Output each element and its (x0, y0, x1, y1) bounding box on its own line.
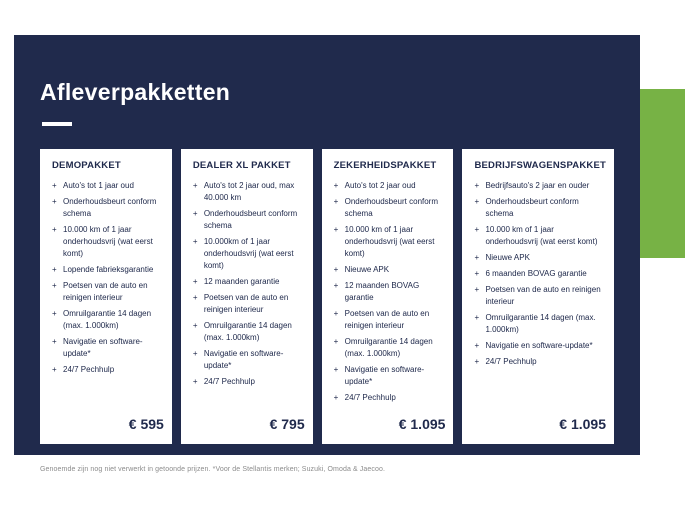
package-feature: + Auto's tot 2 jaar oud, max 40.000 km (193, 180, 305, 204)
title-underline (42, 122, 72, 126)
package-feature: + 6 maanden BOVAG garantie (474, 268, 606, 280)
package-feature-list (193, 180, 305, 392)
package-feature: + Onderhoudsbeurt conform schema (334, 196, 446, 220)
package-feature: + Lopende fabrieksgarantie (52, 264, 164, 276)
package-feature: + Auto's tot 2 jaar oud (334, 180, 446, 192)
package-feature: + Navigatie en software-update* (334, 364, 446, 388)
package-feature: + Nieuwe APK (334, 264, 446, 276)
package-price: € 595 (128, 416, 164, 433)
package-card-zekerheidspakket (322, 149, 454, 444)
package-feature: + 10.000 km of 1 jaar onderhoudsvrij (wat eerst komt) (334, 224, 446, 260)
main-panel (14, 35, 640, 455)
package-feature: + 10.000 km of 1 jaar onderhoudsvrij (wat eerst komt) (52, 224, 164, 260)
package-feature: + Navigatie en software-update* (474, 340, 606, 352)
package-feature: + 12 maanden garantie (193, 276, 305, 288)
package-feature: + Omruilgarantie 14 dagen (max. 1.000km) (52, 308, 164, 332)
package-feature: + 24/7 Pechhulp (52, 364, 164, 376)
package-feature: + Omruilgarantie 14 dagen (max. 1.000km) (334, 336, 446, 360)
package-feature-list (474, 180, 606, 372)
package-title: DEALER XL PAKKET (192, 160, 291, 172)
package-feature: + Bedrijfsauto's 2 jaar en ouder (474, 180, 606, 192)
package-price: € 795 (269, 416, 305, 433)
package-feature: + Onderhoudsbeurt conform schema (474, 196, 606, 220)
package-feature: + Onderhoudsbeurt conform schema (193, 208, 305, 232)
package-feature: + 24/7 Pechhulp (193, 376, 305, 388)
package-card-demopakket (40, 149, 172, 444)
package-feature: + Poetsen van de auto en reinigen interieur (334, 308, 446, 332)
package-title: DEMOPAKKET (52, 160, 121, 172)
package-feature: + 24/7 Pechhulp (334, 392, 446, 404)
package-price: € 1.095 (559, 416, 606, 433)
package-title: ZEKERHEIDSPAKKET (333, 160, 437, 172)
package-feature: + Poetsen van de auto en reinigen interieur (193, 292, 305, 316)
footer-note: Genoemde zijn nog niet verwerkt in getoonde prijzen. *Voor de Stellantis merken; Suzuki, Omoda & Jaecoo. (40, 466, 386, 473)
page-title: Afleverpakketten (40, 79, 231, 105)
package-feature: + 10.000km of 1 jaar onderhoudsvrij (wat eerst komt) (193, 236, 305, 272)
package-feature: + Omruilgarantie 14 dagen (max. 1.000km) (474, 312, 606, 336)
package-feature: + Auto's tot 1 jaar oud (52, 180, 164, 192)
package-feature: + Onderhoudsbeurt conform schema (52, 196, 164, 220)
package-feature: + 10.000 km of 1 jaar onderhoudsvrij (wat eerst komt) (474, 224, 606, 248)
package-title: BEDRIJFSWAGENSPAKKET (474, 160, 606, 172)
package-feature: + Poetsen van de auto en reinigen interieur (474, 284, 606, 308)
package-feature: + Nieuwe APK (474, 252, 606, 264)
package-feature: + Poetsen van de auto en reinigen interieur (52, 280, 164, 304)
package-feature: + Omruilgarantie 14 dagen (max. 1.000km) (193, 320, 305, 344)
package-feature: + 12 maanden BOVAG garantie (334, 280, 446, 304)
package-feature-list (52, 180, 164, 380)
package-cards-row (40, 149, 614, 444)
package-feature: + Navigatie en software-update* (193, 348, 305, 372)
package-card-bedrijfswagenspakket (462, 149, 614, 444)
package-price: € 1.095 (398, 416, 446, 433)
package-feature-list (334, 180, 446, 408)
package-card-dealer-xl-pakket (181, 149, 313, 444)
package-feature: + 24/7 Pechhulp (474, 356, 606, 368)
package-feature: + Navigatie en software-update* (52, 336, 164, 360)
